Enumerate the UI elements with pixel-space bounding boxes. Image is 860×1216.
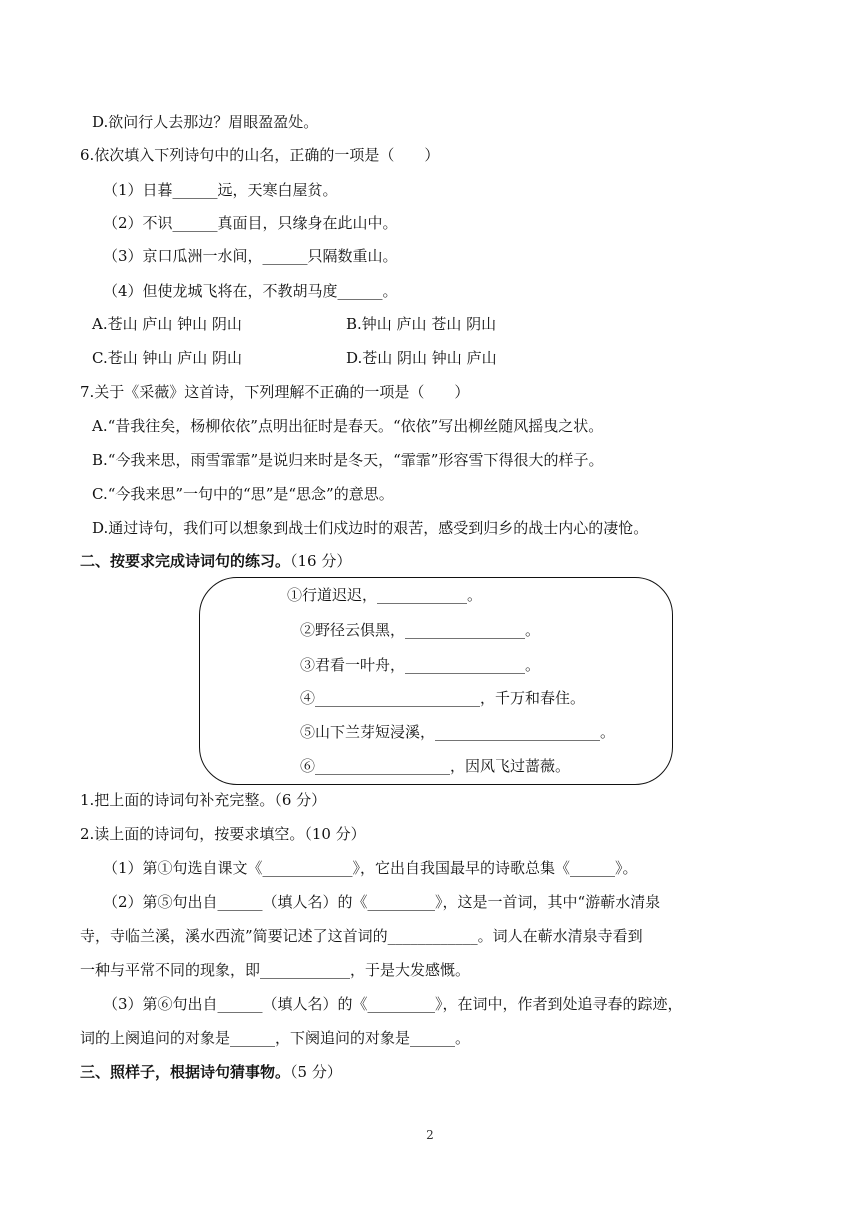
sub2-item-2-line2: 寺，寺临兰溪，溪水西流”简要记述了这首词的____________。词人在蕲水清泉寺看到: [80, 927, 643, 945]
page-number: 2: [426, 1128, 434, 1142]
q6-item-1: （1）日暮______远，天寒白屋贫。: [103, 181, 338, 199]
q6-option-a: A.苍山 庐山 钟山 阴山: [92, 315, 242, 333]
poem-line-5: ⑤山下兰芽短浸溪，______________________。: [300, 723, 616, 741]
sub2-item-2-line1: （2）第⑤句出自______（填人名）的《_________》，这是一首词，其中“游蕲水清泉: [103, 893, 661, 911]
section-3-title: 三、照样子，根据诗句猜事物。: [80, 1063, 291, 1081]
section-3-heading: [80, 1062, 342, 1082]
poem-line-2: ②野径云俱黑，________________。: [300, 621, 541, 639]
poem-line-4: ④______________________，千万和春住。: [300, 689, 586, 707]
q7-option-a: A.“昔我往矣，杨柳依依”点明出征时是春天。“依依”写出柳丝随风摇曳之状。: [92, 417, 604, 435]
sub2-item-1: （1）第①句选自课文《____________》，它出自我国最早的诗歌总集《______》。: [103, 859, 638, 877]
q6-option-d: D.苍山 阴山 钟山 庐山: [346, 349, 497, 367]
subquestion-2: 2.读上面的诗词句，按要求填空。（10 分）: [80, 825, 366, 843]
question-6: 6.依次填入下列诗句中的山名，正确的一项是（ ）: [80, 146, 440, 164]
poem-line-6: ⑥__________________，因风飞过蔷薇。: [300, 757, 571, 775]
section-2-score: （16 分）: [290, 552, 352, 570]
q6-item-4: （4）但使龙城飞将在，不教胡马度______。: [103, 282, 398, 300]
sub2-item-2-line3: 一种与平常不同的现象，即____________，于是大发感慨。: [80, 961, 471, 979]
section-3-score: （5 分）: [290, 1063, 342, 1081]
poem-box: [199, 577, 673, 785]
section-2-heading: [80, 551, 351, 571]
poem-line-1: ①行道迟迟，____________。: [287, 586, 483, 604]
sub2-item-3-line2: 词的上阕追问的对象是______，下阕追问的对象是______。: [80, 1029, 471, 1047]
question-7: 7.关于《采薇》这首诗，下列理解不正确的一项是（ ）: [80, 383, 470, 401]
poem-line-3: ③君看一叶舟，________________。: [300, 656, 541, 674]
q6-option-b: B.钟山 庐山 苍山 阴山: [346, 315, 497, 333]
q6-item-2: （2）不识______真面目，只缘身在此山中。: [103, 214, 398, 232]
q7-option-d: D.通过诗句，我们可以想象到战士们戍边时的艰苦，感受到归乡的战士内心的凄怆。: [92, 519, 649, 537]
q6-item-3: （3）京口瓜洲一水间，______只隔数重山。: [103, 247, 398, 265]
section-2-title: 二、按要求完成诗词句的练习。: [80, 552, 291, 570]
subquestion-1: 1.把上面的诗词句补充完整。（6 分）: [80, 791, 327, 809]
q5-option-d: D.欲问行人去那边？眉眼盈盈处。: [92, 113, 319, 131]
q6-option-c: C.苍山 钟山 庐山 阴山: [92, 349, 243, 367]
sub2-item-3-line1: （3）第⑥句出自______（填人名）的《_________》，在词中，作者到处追寻春的踪迹，: [103, 995, 683, 1013]
q7-option-b: B.“今我来思，雨雪霏霏”是说归来时是冬天，“霏霏”形容雪下得很大的样子。: [92, 451, 604, 469]
q7-option-c: C.“今我来思”一句中的“思”是“思念”的意思。: [92, 485, 394, 503]
